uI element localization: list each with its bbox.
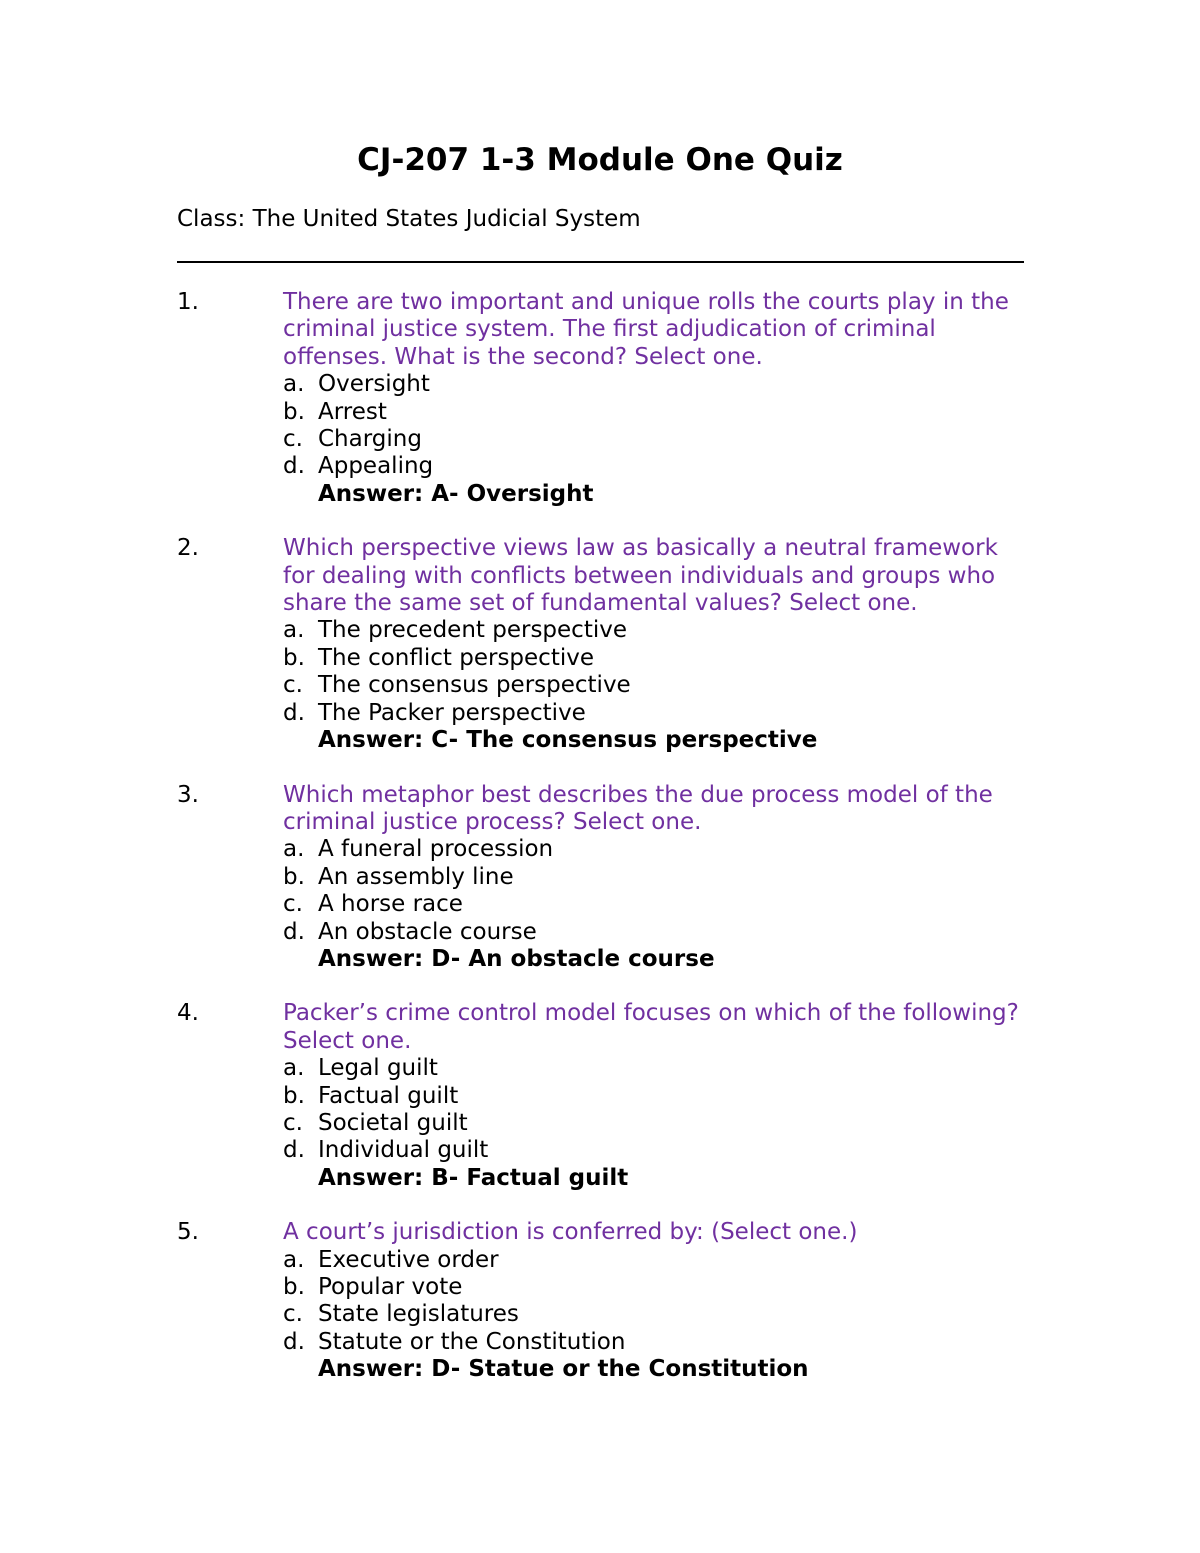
- option-letter: d.: [283, 453, 305, 480]
- option-letter: a.: [283, 1055, 305, 1082]
- answer-key: Answer: D- An obstacle course: [318, 945, 715, 972]
- question-body: [283, 782, 1027, 974]
- question-body: [283, 289, 1027, 508]
- answer-option: [283, 1137, 1027, 1164]
- answer-option: [283, 700, 1027, 727]
- answer-key: Answer: D- Statue or the Constitution: [318, 1356, 809, 1383]
- option-text: Societal guilt: [318, 1109, 468, 1136]
- option-text: The precedent perspective: [318, 617, 627, 644]
- answer-option: [283, 453, 1027, 480]
- horizontal-divider: [177, 261, 1024, 263]
- answer-option: [283, 399, 1027, 426]
- option-text: An obstacle course: [318, 918, 537, 945]
- answer-key: Answer: A- Oversight: [318, 480, 594, 507]
- option-letter: c.: [283, 1301, 303, 1328]
- answer-option: [283, 1301, 1027, 1328]
- question-body: [283, 1000, 1027, 1192]
- question-4: [177, 1000, 1027, 1192]
- answer-option: [283, 1274, 1027, 1301]
- option-text: The Packer perspective: [318, 699, 586, 726]
- question-number: 1.: [177, 289, 199, 315]
- option-text: A horse race: [318, 891, 463, 918]
- answer-option: [283, 1329, 1027, 1356]
- question-3: [177, 782, 1027, 974]
- question-text: Which perspective views law as basically a neutral framework for dealing with conflicts between individuals and groups who share the same set of fundamental values? Select one.: [283, 535, 998, 617]
- answer-key: Answer: B- Factual guilt: [318, 1164, 629, 1191]
- option-letter: a.: [283, 1246, 305, 1273]
- option-text: Charging: [318, 426, 422, 453]
- option-letter: c.: [283, 426, 303, 453]
- option-letter: b.: [283, 398, 305, 425]
- answer-option: [283, 645, 1027, 672]
- option-letter: b.: [283, 644, 305, 671]
- option-letter: d.: [283, 918, 305, 945]
- answer-option: [283, 617, 1027, 644]
- option-text: Legal guilt: [318, 1055, 438, 1082]
- option-letter: a.: [283, 371, 305, 398]
- option-text: A funeral procession: [318, 836, 554, 863]
- answer-option: [283, 1083, 1027, 1110]
- answer-option: [283, 426, 1027, 453]
- answer-option: [283, 672, 1027, 699]
- option-letter: c.: [283, 672, 303, 699]
- option-text: Executive order: [318, 1246, 499, 1273]
- option-text: The consensus perspective: [318, 672, 631, 699]
- answer-option: [283, 1110, 1027, 1137]
- option-text: Appealing: [318, 453, 434, 480]
- answer-option: [283, 371, 1027, 398]
- page-title: CJ-207 1-3 Module One Quiz: [357, 142, 843, 178]
- answer-option: [283, 836, 1027, 863]
- option-letter: a.: [283, 617, 305, 644]
- option-letter: b.: [283, 1274, 305, 1300]
- question-number: 2.: [177, 535, 199, 562]
- option-text: Factual guilt: [318, 1082, 459, 1109]
- answer-option: [283, 919, 1027, 946]
- option-text: Statute or the Constitution: [318, 1328, 626, 1355]
- answer-option: [283, 1247, 1027, 1274]
- answer-option: [283, 1055, 1027, 1082]
- question-text: Which metaphor best describes the due process model of the criminal justice process? Select one.: [283, 781, 993, 835]
- question-text: There are two important and unique rolls the courts play in the criminal justice system. The first adjudication of criminal offenses. What is the second? Select one.: [283, 289, 1009, 370]
- option-text: Popular vote: [318, 1274, 463, 1300]
- option-letter: c.: [283, 891, 303, 918]
- question-text: Packer’s crime control model focuses on which of the following? Select one.: [283, 1000, 1019, 1054]
- question-5: [177, 1219, 1027, 1383]
- question-body: [283, 1219, 1027, 1383]
- option-text: Arrest: [318, 398, 387, 425]
- answer-option: [283, 864, 1027, 891]
- class-line: Class: The United States Judicial System: [177, 206, 641, 232]
- option-text: The conflict perspective: [318, 644, 594, 671]
- answer-key: Answer: C- The consensus perspective: [318, 727, 818, 754]
- option-letter: b.: [283, 1082, 305, 1109]
- question-text: A court’s jurisdiction is conferred by: (Select one.): [283, 1219, 858, 1246]
- option-text: Oversight: [318, 371, 430, 398]
- question-number: 5.: [177, 1219, 199, 1246]
- option-letter: d.: [283, 699, 305, 726]
- option-letter: d.: [283, 1137, 305, 1164]
- question-number: 3.: [177, 781, 199, 808]
- option-letter: b.: [283, 863, 305, 890]
- option-letter: a.: [283, 836, 305, 863]
- option-text: State legislatures: [318, 1301, 519, 1328]
- option-text: Individual guilt: [318, 1137, 489, 1164]
- question-list: [177, 289, 1027, 1411]
- question-2: [177, 535, 1027, 754]
- question-number: 4.: [177, 1000, 199, 1027]
- question-1: [177, 289, 1027, 508]
- answer-option: [283, 891, 1027, 918]
- option-text: An assembly line: [318, 863, 514, 890]
- option-letter: c.: [283, 1109, 303, 1136]
- option-letter: d.: [283, 1328, 305, 1355]
- question-body: [283, 535, 1027, 754]
